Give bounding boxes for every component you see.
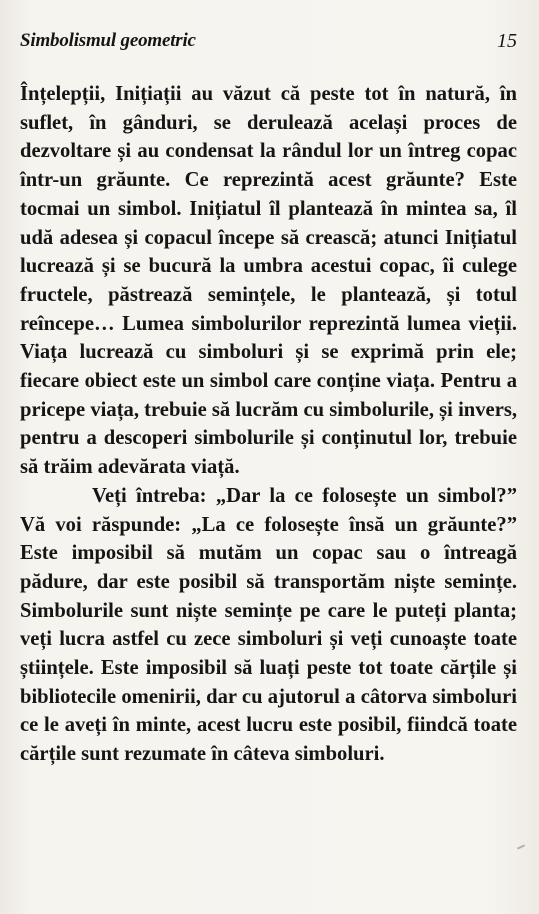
paragraph: Înțelepții, Inițiații au văzut că peste tot în natură, în suflet, în gânduri, se derulează același proces de dezvoltare și au condensat la rândul lor un întreg copac într-un grăunte. Ce reprezintă acest grăunte? Este tocmai un simbol. Inițiatul îl plantează în mintea sa, îl udă adesea și copacul începe să crească; atunci Inițiatul lucrează și se bucură la umbra acestui copac, îi culege fructele, păstrează semințele, le plantează, și totul reîncepe… Lumea simbolurilor reprezintă lumea vieții. Viața lucrează cu simboluri și se exprimă prin ele; fiecare obiect este un simbol care conține viața. Pentru a pricepe viața, trebuie să lucrăm cu simbolurile, și invers, pentru a descoperi simbolurile și conținutul lor, trebuie să trăim adevărata viață. bbox=[20, 83, 517, 479]
page-number: 15 bbox=[497, 30, 517, 52]
paper-mark bbox=[517, 844, 525, 849]
paragraph: Veți întreba: „Dar la ce folosește un simbol?” Vă voi răspunde: „La ce folosește însă un grăunte?” Este imposibil să mutăm un copac sau o întreagă pădure, dar este posibil să transportăm niște semințe. Simbolurile sunt niște semințe pe care le puteți planta; veți lucra astfel cu zece simboluri și veți cunoaște toate științele. Este imposibil să luați peste tot toate cărțile și bibliotecile omenirii, dar cu ajutorul a câtorva simboluri ce le aveți în minte, acest lucru este posibil, fiindcă toate cărțile sunt rezumate în câteva simboluri. bbox=[20, 484, 517, 766]
running-title: Simbolismul geometric bbox=[20, 30, 196, 51]
body-text bbox=[20, 80, 517, 769]
page-header bbox=[20, 30, 517, 60]
